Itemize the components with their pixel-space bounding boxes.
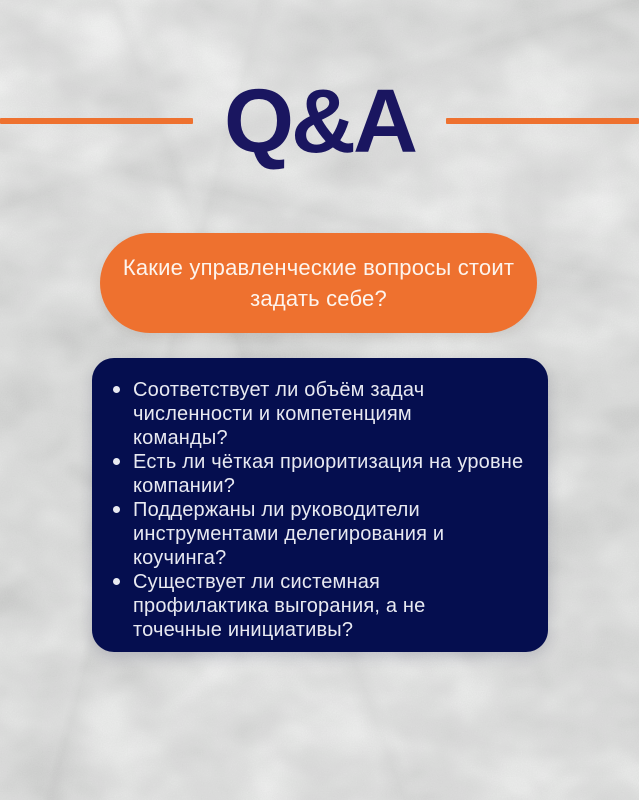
list-item-text: Существует ли системная профилактика выгорания, а не точечные инициативы? — [133, 571, 426, 641]
title-divider-right — [446, 118, 639, 124]
list-item-text: Есть ли чёткая приоритизация на уровне компании? — [133, 451, 524, 497]
list-item — [92, 498, 534, 570]
list-item-text: Поддержаны ли руководители инструментами делегирования и коучинга? — [133, 499, 445, 569]
answers-list — [92, 358, 548, 642]
question-pill-text: Какие управленческие вопросы стоит задать себе? — [122, 255, 515, 311]
list-item — [92, 450, 534, 498]
answers-card — [92, 358, 548, 652]
list-item-text: Соответствует ли объём задач численности и компетенциям команды? — [133, 379, 425, 449]
list-item — [92, 378, 534, 450]
page-title: Q&A — [224, 72, 415, 172]
list-item — [92, 570, 534, 642]
question-pill — [100, 233, 537, 333]
